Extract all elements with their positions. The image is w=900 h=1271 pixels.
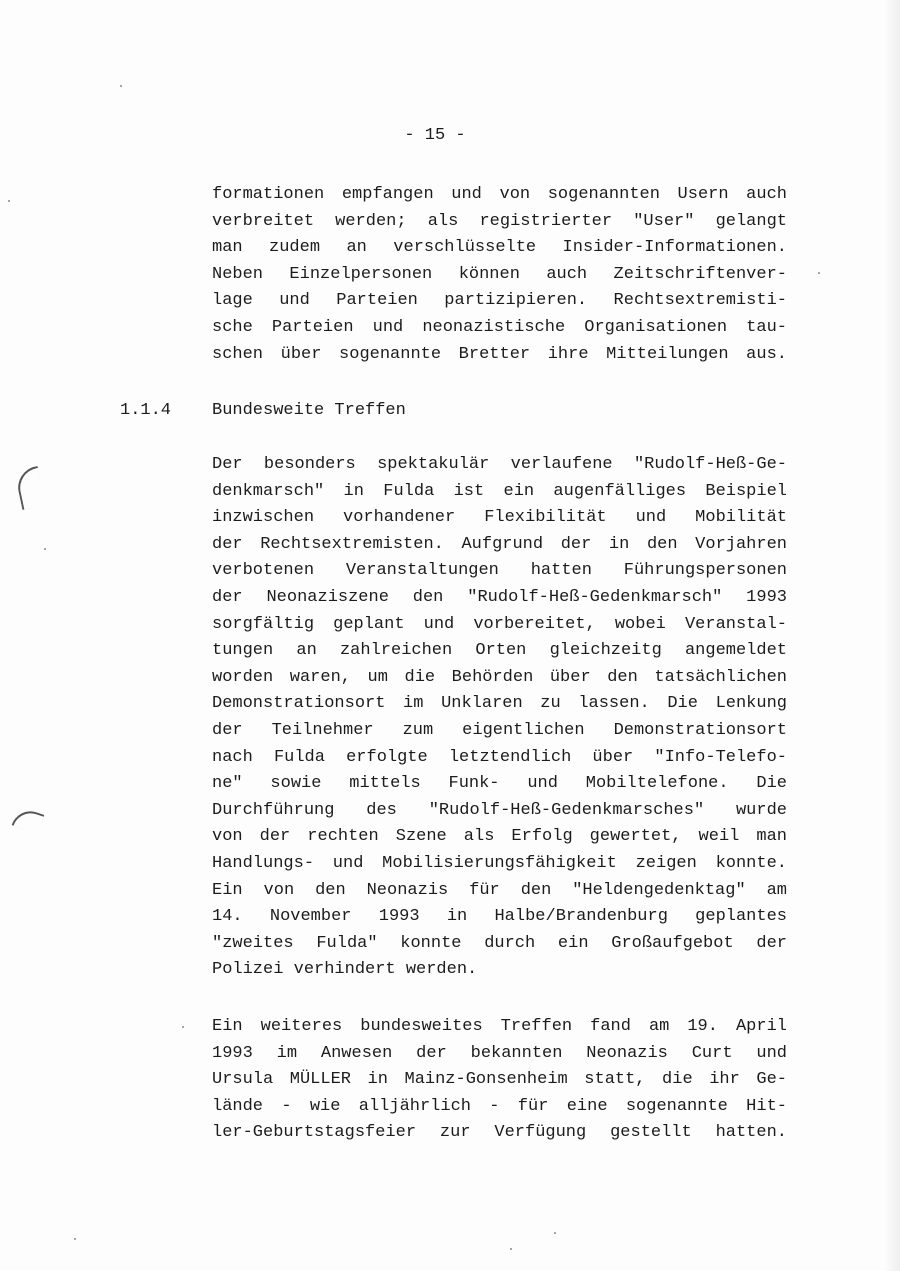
text-line: ler-Geburtstagsfeier zur Verfügung gestellt hatten. <box>212 1123 787 1143</box>
scan-artifact-arc <box>12 806 45 834</box>
section-heading: Bundesweite Treffen <box>212 401 406 420</box>
paragraph-2 <box>212 452 787 984</box>
text-line: Demonstrationsort im Unklaren zu lassen. Die Lenkung <box>212 694 787 714</box>
scan-speck <box>182 1026 184 1028</box>
text-line: sche Parteien und neonazistische Organisationen tau- <box>212 317 787 337</box>
text-line: Polizei verhindert werden. <box>212 960 478 980</box>
text-line: formationen empfangen und von sogenannten Usern auch <box>212 185 787 204</box>
page-number: - 15 - <box>404 126 466 145</box>
paragraph-3 <box>212 1014 787 1147</box>
scan-edge-shadow <box>884 0 900 1271</box>
text-line: tungen an zahlreichen Orten gleichzeitg angemeldet <box>212 641 787 661</box>
text-line: Der besonders spektakulär verlaufene "Rudolf-Heß-Ge- <box>212 455 787 474</box>
text-line: ne" sowie mittels Funk- und Mobiltelefone. Die <box>212 774 787 794</box>
scan-speck <box>74 1238 76 1240</box>
text-line: worden waren, um die Behörden über den tatsächlichen <box>212 667 787 687</box>
text-line: Ein weiteres bundesweites Treffen fand am 19. April <box>212 1017 787 1036</box>
text-line: Handlungs- und Mobilisierungsfähigkeit zeigen konnte. <box>212 853 787 873</box>
text-line: verbreitet werden; als registrierter "User" gelangt <box>212 211 787 231</box>
text-line: 14. November 1993 in Halbe/Brandenburg geplantes <box>212 907 787 927</box>
text-line: der Teilnehmer zum eigentlichen Demonstrationsort <box>212 720 787 740</box>
text-line: Durchführung des "Rudolf-Heß-Gedenkmarsches" wurde <box>212 800 787 820</box>
scan-speck <box>818 272 820 274</box>
text-line: man zudem an verschlüsselte Insider-Informationen. <box>212 238 787 258</box>
text-line: inzwischen vorhandener Flexibilität und Mobilität <box>212 508 787 528</box>
text-line: "zweites Fulda" konnte durch ein Großaufgebot der <box>212 933 787 953</box>
text-line: sorgfältig geplant und vorbereitet, wobei Veranstal- <box>212 614 787 634</box>
text-line: der Rechtsextremisten. Aufgrund der in den Vorjahren <box>212 534 787 554</box>
text-line: der Neonaziszene den "Rudolf-Heß-Gedenkmarsch" 1993 <box>212 587 787 607</box>
text-line: Neben Einzelpersonen können auch Zeitschriftenver- <box>212 264 787 284</box>
text-line: schen über sogenannte Bretter ihre Mitteilungen aus. <box>212 344 787 364</box>
text-line: Ein von den Neonazis für den "Heldengedenktag" am <box>212 880 787 900</box>
text-line: lände - wie alljährlich - für eine sogenannte Hit- <box>212 1096 787 1116</box>
text-line: 1993 im Anwesen der bekannten Neonazis Curt und <box>212 1043 787 1063</box>
text-line: nach Fulda erfolgte letztendlich über "Info-Telefo- <box>212 747 787 767</box>
text-line: Ursula MÜLLER in Mainz-Gonsenheim statt, die ihr Ge- <box>212 1070 787 1090</box>
scan-speck <box>120 85 122 87</box>
scan-artifact-arc <box>14 466 46 510</box>
section-number: 1.1.4 <box>120 401 172 420</box>
scan-speck <box>44 548 46 550</box>
text-line: denkmarsch" in Fulda ist ein augenfälliges Beispiel <box>212 481 787 501</box>
scan-speck <box>554 1232 556 1234</box>
text-line: lage und Parteien partizipieren. Rechtsextremisti- <box>212 291 787 311</box>
text-line: verbotenen Veranstaltungen hatten Führungspersonen <box>212 561 787 581</box>
paragraph-1 <box>212 182 787 368</box>
text-line: von der rechten Szene als Erfolg gewertet, weil man <box>212 827 787 847</box>
scan-speck <box>510 1248 512 1250</box>
scan-speck <box>8 200 10 202</box>
